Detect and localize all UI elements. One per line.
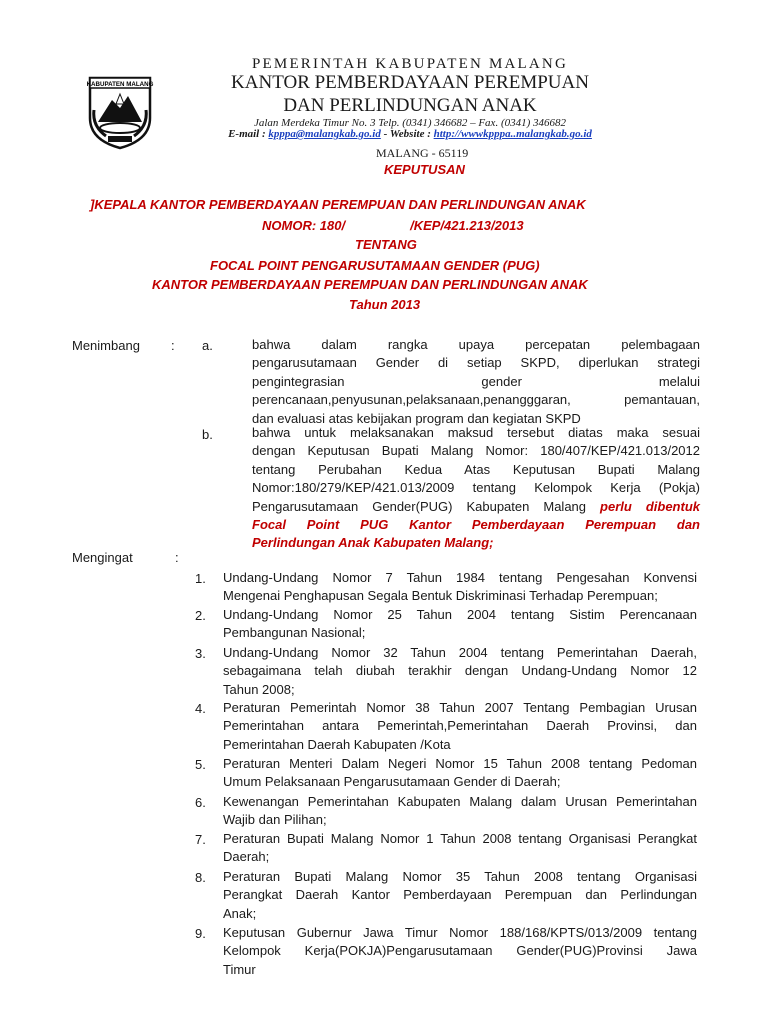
mengingat-item-number: 5. (195, 757, 206, 772)
mengingat-item-number: 2. (195, 608, 206, 623)
mengingat-item-line: Peraturan Pemerintah Nomor 38 Tahun 2007 Tentang Pembagian Urusan (223, 700, 697, 715)
mengingat-item (223, 755, 697, 792)
menimbang-a-line: pengarusutamaan Gender di setiap SKPD, diperlukan strategi (252, 355, 700, 371)
website-label: - Website : (380, 128, 434, 140)
mengingat-item-number: 6. (195, 795, 206, 810)
decree-subject-line1: FOCAL POINT PENGARUSUTAMAAN GENDER (PUG) (210, 258, 540, 273)
menimbang-b-marker: b. (202, 427, 213, 442)
office-name-line1: KANTOR PEMBERDAYAAN PEREMPUAN (231, 72, 589, 93)
menimbang-b-line: bahwa untuk melaksanakan maksud tersebut diatas maka sesuai (252, 425, 700, 440)
mengingat-item (223, 569, 697, 606)
mengingat-item (223, 830, 697, 867)
mengingat-item-line: Mengenai Penghapusan Segala Bentuk Diskriminasi Terhadap Perempuan; (223, 588, 658, 604)
mengingat-item (223, 606, 697, 643)
email-link[interactable]: kpppa@malangkab.go.id (268, 128, 381, 140)
office-address: Jalan Merdeka Timur No. 3 Telp. (0341) 346682 – Fax. (0341) 346682 (253, 117, 567, 129)
menimbang-a-line: dan evaluasi atas kebijakan program dan kegiatan SKPD (252, 410, 581, 426)
mengingat-item-line: Umum Pelaksanaan Pengarusutamaan Gender di Daerah; (223, 774, 561, 790)
menimbang-a-marker: a. (202, 338, 213, 353)
decree-year: Tahun 2013 (349, 297, 421, 312)
menimbang-a-line: bahwa dalam rangka upaya percepatan pelembagaan (252, 337, 700, 352)
mengingat-item (223, 924, 697, 979)
logo-text: KABUPATEN MALANG (86, 81, 154, 88)
mengingat-item-line: Wajib dan Pilihan; (223, 812, 327, 828)
website-link[interactable]: http://wwwkpppa..malangkab.go.id (433, 128, 592, 140)
menimbang-a-line: pengintegrasian gender melalui (252, 373, 700, 389)
mengingat-item-line: Undang-Undang Nomor 25 Tahun 2004 tentang Sistim Perencanaan (223, 607, 697, 622)
email-label: E-mail : (228, 128, 269, 140)
menimbang-b-text (252, 424, 700, 553)
decree-issuer: ]KEPALA KANTOR PEMBERDAYAAN PEREMPUAN DAN PERLINDUNGAN ANAK (90, 197, 586, 212)
government-name: PEMERINTAH KABUPATEN MALANG (252, 56, 568, 72)
mengingat-item-line: Kewenangan Pemerintahan Kabupaten Malang dalam Urusan Pemerintahan (223, 794, 697, 809)
mengingat-item-line: Keputusan Gubernur Jawa Timur Nomor 188/168/KPTS/013/2009 tentang (223, 925, 697, 940)
menimbang-label: Menimbang (72, 338, 140, 353)
mengingat-item-number: 7. (195, 832, 206, 847)
menimbang-b-line (252, 498, 700, 516)
mengingat-item-number: 4. (195, 701, 206, 716)
mengingat-item-line: Timur (223, 961, 256, 977)
menimbang-b-line: Nomor:180/279/KEP/421.013/2009 tentang Kelompok Kerja (Pokja) (252, 480, 700, 496)
mengingat-item-line: Pemerintahan antara Pemerintah,Pemerintahan Daerah Provinsi, dan (223, 718, 697, 734)
menimbang-b-emphasis: perlu dibentuk (600, 498, 700, 514)
mengingat-item-number: 3. (195, 646, 206, 661)
office-name-line2: DAN PERLINDUNGAN ANAK (283, 95, 537, 116)
decree-subject-line2: KANTOR PEMBERDAYAAN PEREMPUAN DAN PERLINDUNGAN ANAK (152, 277, 588, 292)
mengingat-item-line: Pemerintahan Daerah Kabupaten /Kota (223, 736, 451, 752)
mengingat-item-line: Undang-Undang Nomor 32 Tahun 2004 tentang Pemerintahan Daerah, (223, 645, 697, 660)
mengingat-item-line: Peraturan Menteri Dalam Negeri Nomor 15 Tahun 2008 tentang Pedoman (223, 756, 697, 771)
mengingat-item-line: sebagaimana telah diubah terakhir dengan Undang-Undang Nomor 12 (223, 663, 697, 679)
mengingat-item-line: Peraturan Bupati Malang Nomor 35 Tahun 2008 tentang Organisasi (223, 869, 697, 884)
mengingat-item-line: Kelompok Kerja(POKJA)Pengarusutamaan Gender(PUG)Provinsi Jawa (223, 943, 697, 959)
menimbang-a-line: perencanaan,penyusunan,pelaksanaan,penangggaran, pemantauan, (252, 392, 700, 408)
decree-heading: KEPUTUSAN (384, 162, 465, 177)
mengingat-item-line: Peraturan Bupati Malang Nomor 1 Tahun 2008 tentang Organisasi Perangkat (223, 831, 697, 846)
mengingat-item-number: 8. (195, 870, 206, 885)
tentang-heading: TENTANG (355, 237, 417, 252)
mengingat-item (223, 793, 697, 830)
menimbang-b-line: tentang Perubahan Kedua Atas Keputusan Bupati Malang (252, 461, 700, 477)
mengingat-item-line: Anak; (223, 905, 257, 921)
menimbang-a-text (252, 336, 700, 428)
mengingat-item-line: Tahun 2008; (223, 681, 295, 697)
menimbang-b-line: dengan Keputusan Bupati Malang Nomor: 180/407/KEP/421.013/2012 (252, 443, 700, 459)
mengingat-colon: : (175, 550, 179, 565)
regency-emblem-logo (84, 70, 156, 150)
menimbang-b-plain: Pengarusutamaan Gender(PUG) Kabupaten Malang (252, 498, 601, 514)
menimbang-b-red-line: Perlindungan Anak Kabupaten Malang; (252, 535, 494, 551)
city-postal-code: MALANG - 65119 (376, 146, 469, 160)
mengingat-item-line: Undang-Undang Nomor 7 Tahun 1984 tentang Pengesahan Konvensi (223, 570, 697, 585)
mengingat-item (223, 644, 697, 699)
mengingat-item-line: Pembangunan Nasional; (223, 625, 366, 641)
mengingat-item-line: Daerah; (223, 849, 270, 865)
menimbang-b-red-line: Focal Point PUG Kantor Pemberdayaan Perempuan dan (252, 517, 700, 533)
decree-number: NOMOR: 180/ /KEP/421.213/2013 (262, 218, 524, 233)
mengingat-item-line: Perangkat Daerah Kantor Pemberdayaan Perempuan dan Perlindungan (223, 887, 697, 903)
mengingat-label: Mengingat (72, 550, 133, 565)
mengingat-item-number: 1. (195, 571, 206, 586)
mengingat-item-number: 9. (195, 926, 206, 941)
mengingat-item (223, 868, 697, 923)
contact-line (150, 128, 670, 140)
menimbang-colon: : (171, 338, 175, 353)
mengingat-item (223, 699, 697, 754)
